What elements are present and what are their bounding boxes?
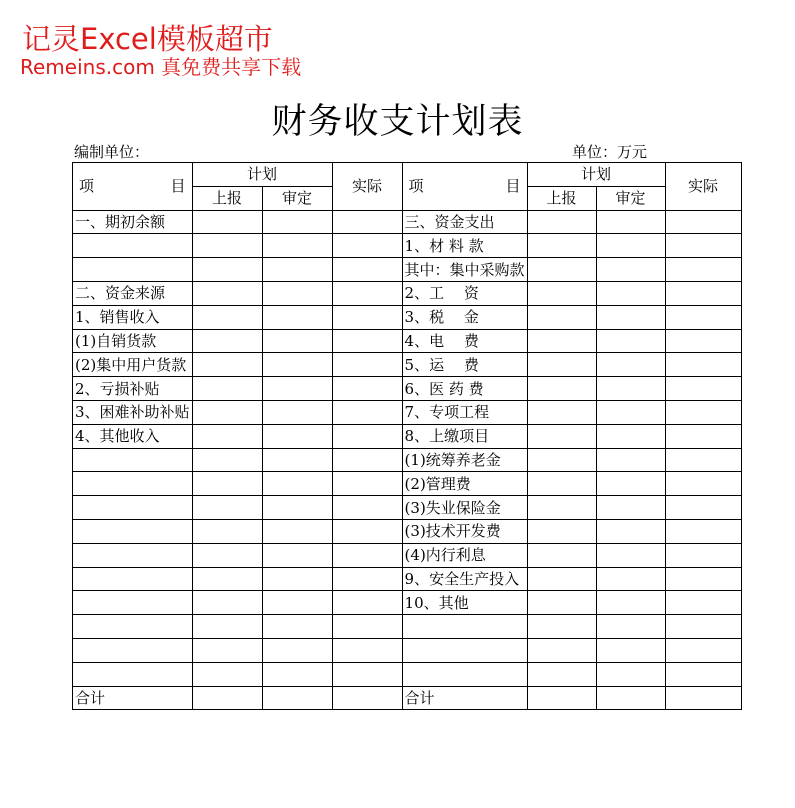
row-label-left: 合计 bbox=[73, 686, 193, 710]
cell-approve-right[interactable] bbox=[596, 353, 665, 377]
table-row bbox=[73, 329, 742, 353]
header-plan-right: 计划 bbox=[527, 163, 665, 187]
header-report-left: 上报 bbox=[192, 186, 262, 210]
row-label-left: 2、亏损补贴 bbox=[73, 377, 193, 401]
row-label-left bbox=[73, 448, 193, 472]
cell-actual-right[interactable] bbox=[665, 686, 741, 710]
row-label-right: (3)失业保险金 bbox=[402, 496, 527, 520]
table-row bbox=[73, 305, 742, 329]
row-label-left: (1)自销货款 bbox=[73, 329, 193, 353]
cell-approve-left[interactable] bbox=[262, 400, 332, 424]
row-label-right: 三、资金支出 bbox=[402, 210, 527, 234]
row-label-left bbox=[73, 496, 193, 520]
cell-actual-right[interactable] bbox=[665, 519, 741, 543]
row-label-right: (1)统筹养老金 bbox=[402, 448, 527, 472]
watermark-brand: 记灵Excel模板超市 bbox=[22, 22, 273, 56]
row-label-left bbox=[73, 662, 193, 686]
table-row bbox=[73, 662, 742, 686]
table-row bbox=[73, 496, 742, 520]
cell-actual-left[interactable] bbox=[332, 329, 402, 353]
row-label-right bbox=[402, 615, 527, 639]
cell-approve-right[interactable] bbox=[596, 638, 665, 662]
cell-report-right[interactable] bbox=[527, 567, 596, 591]
cell-actual-left[interactable] bbox=[332, 353, 402, 377]
cell-report-right[interactable] bbox=[527, 210, 596, 234]
cell-report-left[interactable] bbox=[192, 472, 262, 496]
cell-report-right[interactable] bbox=[527, 591, 596, 615]
row-label-right: 1、材 料 款 bbox=[402, 234, 527, 258]
row-label-left bbox=[73, 638, 193, 662]
row-label-right: 4、电 费 bbox=[402, 329, 527, 353]
row-label-right: 8、上缴项目 bbox=[402, 424, 527, 448]
cell-approve-right[interactable] bbox=[596, 543, 665, 567]
table-row bbox=[73, 234, 742, 258]
cell-approve-left[interactable] bbox=[262, 234, 332, 258]
cell-report-right[interactable] bbox=[527, 662, 596, 686]
cell-actual-left[interactable] bbox=[332, 543, 402, 567]
cell-report-left[interactable] bbox=[192, 448, 262, 472]
table-row bbox=[73, 424, 742, 448]
row-label-right bbox=[402, 638, 527, 662]
cell-approve-left[interactable] bbox=[262, 329, 332, 353]
cell-report-right[interactable] bbox=[527, 496, 596, 520]
row-label-right: 9、安全生产投入 bbox=[402, 567, 527, 591]
row-label-left bbox=[73, 234, 193, 258]
cell-approve-left[interactable] bbox=[262, 281, 332, 305]
cell-actual-right[interactable] bbox=[665, 424, 741, 448]
cell-actual-right[interactable] bbox=[665, 210, 741, 234]
cell-approve-left[interactable] bbox=[262, 519, 332, 543]
cell-approve-left[interactable] bbox=[262, 686, 332, 710]
page-title: 财务收支计划表 bbox=[271, 102, 524, 142]
cell-actual-right[interactable] bbox=[665, 472, 741, 496]
cell-approve-left[interactable] bbox=[262, 638, 332, 662]
cell-actual-left[interactable] bbox=[332, 424, 402, 448]
header-item-left: 项 目 bbox=[73, 163, 193, 211]
table-row bbox=[73, 543, 742, 567]
table-row bbox=[73, 210, 742, 234]
row-label-right: 2、工 资 bbox=[402, 281, 527, 305]
cell-approve-right[interactable] bbox=[596, 591, 665, 615]
cell-report-left[interactable] bbox=[192, 591, 262, 615]
table-row bbox=[73, 281, 742, 305]
cell-actual-right[interactable] bbox=[665, 543, 741, 567]
header-report-right: 上报 bbox=[527, 186, 596, 210]
cell-approve-right[interactable] bbox=[596, 305, 665, 329]
cell-report-left[interactable] bbox=[192, 305, 262, 329]
cell-report-right[interactable] bbox=[527, 424, 596, 448]
finance-plan-table bbox=[72, 162, 742, 710]
row-label-left: 1、销售收入 bbox=[73, 305, 193, 329]
cell-approve-right[interactable] bbox=[596, 686, 665, 710]
cell-actual-left[interactable] bbox=[332, 638, 402, 662]
cell-approve-right[interactable] bbox=[596, 615, 665, 639]
cell-approve-right[interactable] bbox=[596, 567, 665, 591]
header-actual-left: 实际 bbox=[332, 163, 402, 211]
cell-actual-left[interactable] bbox=[332, 662, 402, 686]
cell-report-left[interactable] bbox=[192, 400, 262, 424]
row-label-right: 合计 bbox=[402, 686, 527, 710]
table-row bbox=[73, 400, 742, 424]
cell-report-right[interactable] bbox=[527, 519, 596, 543]
table-row bbox=[73, 567, 742, 591]
cell-actual-right[interactable] bbox=[665, 496, 741, 520]
row-label-left bbox=[73, 519, 193, 543]
cell-report-right[interactable] bbox=[527, 258, 596, 282]
row-label-right bbox=[402, 662, 527, 686]
cell-actual-right[interactable] bbox=[665, 638, 741, 662]
cell-actual-right[interactable] bbox=[665, 258, 741, 282]
cell-report-right[interactable] bbox=[527, 615, 596, 639]
row-label-left: 一、期初余额 bbox=[73, 210, 193, 234]
row-label-left bbox=[73, 258, 193, 282]
cell-report-left[interactable] bbox=[192, 258, 262, 282]
cell-approve-left[interactable] bbox=[262, 615, 332, 639]
row-label-left bbox=[73, 543, 193, 567]
cell-approve-left[interactable] bbox=[262, 662, 332, 686]
cell-actual-left[interactable] bbox=[332, 234, 402, 258]
cell-approve-right[interactable] bbox=[596, 472, 665, 496]
cell-approve-left[interactable] bbox=[262, 543, 332, 567]
cell-actual-right[interactable] bbox=[665, 329, 741, 353]
cell-report-right[interactable] bbox=[527, 448, 596, 472]
cell-approve-left[interactable] bbox=[262, 305, 332, 329]
table-row bbox=[73, 591, 742, 615]
cell-actual-left[interactable] bbox=[332, 448, 402, 472]
cell-approve-left[interactable] bbox=[262, 424, 332, 448]
preparing-unit-label: 编制单位： bbox=[74, 143, 150, 161]
header-item-right: 项 目 bbox=[402, 163, 527, 211]
row-label-right: 10、其他 bbox=[402, 591, 527, 615]
cell-actual-left[interactable] bbox=[332, 281, 402, 305]
row-label-left bbox=[73, 615, 193, 639]
header-approve-left: 审定 bbox=[262, 186, 332, 210]
cell-actual-left[interactable] bbox=[332, 519, 402, 543]
cell-actual-left[interactable] bbox=[332, 305, 402, 329]
cell-actual-right[interactable] bbox=[665, 353, 741, 377]
cell-actual-right[interactable] bbox=[665, 567, 741, 591]
currency-unit-label: 单位：万元 bbox=[572, 143, 648, 161]
cell-report-right[interactable] bbox=[527, 638, 596, 662]
cell-actual-right[interactable] bbox=[665, 281, 741, 305]
cell-approve-right[interactable] bbox=[596, 377, 665, 401]
cell-approve-left[interactable] bbox=[262, 448, 332, 472]
cell-approve-left[interactable] bbox=[262, 591, 332, 615]
cell-actual-left[interactable] bbox=[332, 377, 402, 401]
row-label-right: 其中：集中采购款 bbox=[402, 258, 527, 282]
header-actual-right: 实际 bbox=[665, 163, 741, 211]
cell-approve-right[interactable] bbox=[596, 519, 665, 543]
cell-actual-right[interactable] bbox=[665, 591, 741, 615]
cell-actual-left[interactable] bbox=[332, 472, 402, 496]
cell-report-left[interactable] bbox=[192, 638, 262, 662]
cell-report-right[interactable] bbox=[527, 686, 596, 710]
cell-report-left[interactable] bbox=[192, 234, 262, 258]
cell-actual-left[interactable] bbox=[332, 400, 402, 424]
cell-report-left[interactable] bbox=[192, 377, 262, 401]
cell-approve-left[interactable] bbox=[262, 496, 332, 520]
cell-report-right[interactable] bbox=[527, 234, 596, 258]
table-row bbox=[73, 638, 742, 662]
cell-actual-left[interactable] bbox=[332, 591, 402, 615]
cell-actual-left[interactable] bbox=[332, 615, 402, 639]
cell-approve-left[interactable] bbox=[262, 567, 332, 591]
table-row bbox=[73, 615, 742, 639]
cell-approve-right[interactable] bbox=[596, 281, 665, 305]
cell-actual-left[interactable] bbox=[332, 210, 402, 234]
cell-actual-right[interactable] bbox=[665, 400, 741, 424]
cell-report-right[interactable] bbox=[527, 305, 596, 329]
cell-approve-right[interactable] bbox=[596, 400, 665, 424]
header-approve-right: 审定 bbox=[596, 186, 665, 210]
row-label-right: (2)管理费 bbox=[402, 472, 527, 496]
cell-report-left[interactable] bbox=[192, 686, 262, 710]
cell-report-left[interactable] bbox=[192, 353, 262, 377]
row-label-right: 3、税 金 bbox=[402, 305, 527, 329]
cell-approve-left[interactable] bbox=[262, 353, 332, 377]
cell-actual-right[interactable] bbox=[665, 377, 741, 401]
cell-report-left[interactable] bbox=[192, 281, 262, 305]
row-label-left: 3、困难补助补贴 bbox=[73, 400, 193, 424]
cell-report-right[interactable] bbox=[527, 543, 596, 567]
cell-report-left[interactable] bbox=[192, 519, 262, 543]
row-label-left: 二、资金来源 bbox=[73, 281, 193, 305]
table-row bbox=[73, 519, 742, 543]
cell-approve-right[interactable] bbox=[596, 424, 665, 448]
cell-report-right[interactable] bbox=[527, 329, 596, 353]
cell-report-right[interactable] bbox=[527, 281, 596, 305]
header-plan-left: 计划 bbox=[192, 163, 332, 187]
cell-report-left[interactable] bbox=[192, 329, 262, 353]
row-label-left bbox=[73, 591, 193, 615]
cell-actual-right[interactable] bbox=[665, 234, 741, 258]
row-label-left: (2)集中用户货款 bbox=[73, 353, 193, 377]
cell-approve-right[interactable] bbox=[596, 448, 665, 472]
row-label-right: 6、医 药 费 bbox=[402, 377, 527, 401]
cell-approve-left[interactable] bbox=[262, 210, 332, 234]
cell-actual-right[interactable] bbox=[665, 662, 741, 686]
cell-approve-right[interactable] bbox=[596, 662, 665, 686]
watermark-site: Remeins.com 真免费共享下载 bbox=[20, 55, 302, 79]
table-row bbox=[73, 472, 742, 496]
cell-report-left[interactable] bbox=[192, 496, 262, 520]
row-label-right: (4)内行利息 bbox=[402, 543, 527, 567]
cell-report-left[interactable] bbox=[192, 210, 262, 234]
cell-report-left[interactable] bbox=[192, 662, 262, 686]
table-row bbox=[73, 353, 742, 377]
table-row bbox=[73, 258, 742, 282]
cell-actual-right[interactable] bbox=[665, 305, 741, 329]
cell-actual-right[interactable] bbox=[665, 615, 741, 639]
cell-report-left[interactable] bbox=[192, 424, 262, 448]
cell-actual-left[interactable] bbox=[332, 496, 402, 520]
table-row bbox=[73, 377, 742, 401]
cell-approve-left[interactable] bbox=[262, 472, 332, 496]
cell-report-left[interactable] bbox=[192, 615, 262, 639]
row-label-right: 7、专项工程 bbox=[402, 400, 527, 424]
cell-report-left[interactable] bbox=[192, 567, 262, 591]
cell-approve-right[interactable] bbox=[596, 234, 665, 258]
cell-report-right[interactable] bbox=[527, 353, 596, 377]
cell-actual-right[interactable] bbox=[665, 448, 741, 472]
cell-approve-left[interactable] bbox=[262, 258, 332, 282]
row-label-right: (3)技术开发费 bbox=[402, 519, 527, 543]
cell-report-right[interactable] bbox=[527, 377, 596, 401]
cell-report-right[interactable] bbox=[527, 472, 596, 496]
cell-actual-left[interactable] bbox=[332, 567, 402, 591]
cell-report-left[interactable] bbox=[192, 543, 262, 567]
cell-approve-right[interactable] bbox=[596, 496, 665, 520]
cell-approve-right[interactable] bbox=[596, 329, 665, 353]
cell-approve-left[interactable] bbox=[262, 377, 332, 401]
table-row bbox=[73, 448, 742, 472]
row-label-left bbox=[73, 472, 193, 496]
cell-actual-left[interactable] bbox=[332, 686, 402, 710]
table-row bbox=[73, 686, 742, 710]
cell-actual-left[interactable] bbox=[332, 258, 402, 282]
row-label-left: 4、其他收入 bbox=[73, 424, 193, 448]
cell-report-right[interactable] bbox=[527, 400, 596, 424]
row-label-right: 5、运 费 bbox=[402, 353, 527, 377]
row-label-left bbox=[73, 567, 193, 591]
header-row bbox=[73, 163, 742, 187]
cell-approve-right[interactable] bbox=[596, 210, 665, 234]
cell-approve-right[interactable] bbox=[596, 258, 665, 282]
